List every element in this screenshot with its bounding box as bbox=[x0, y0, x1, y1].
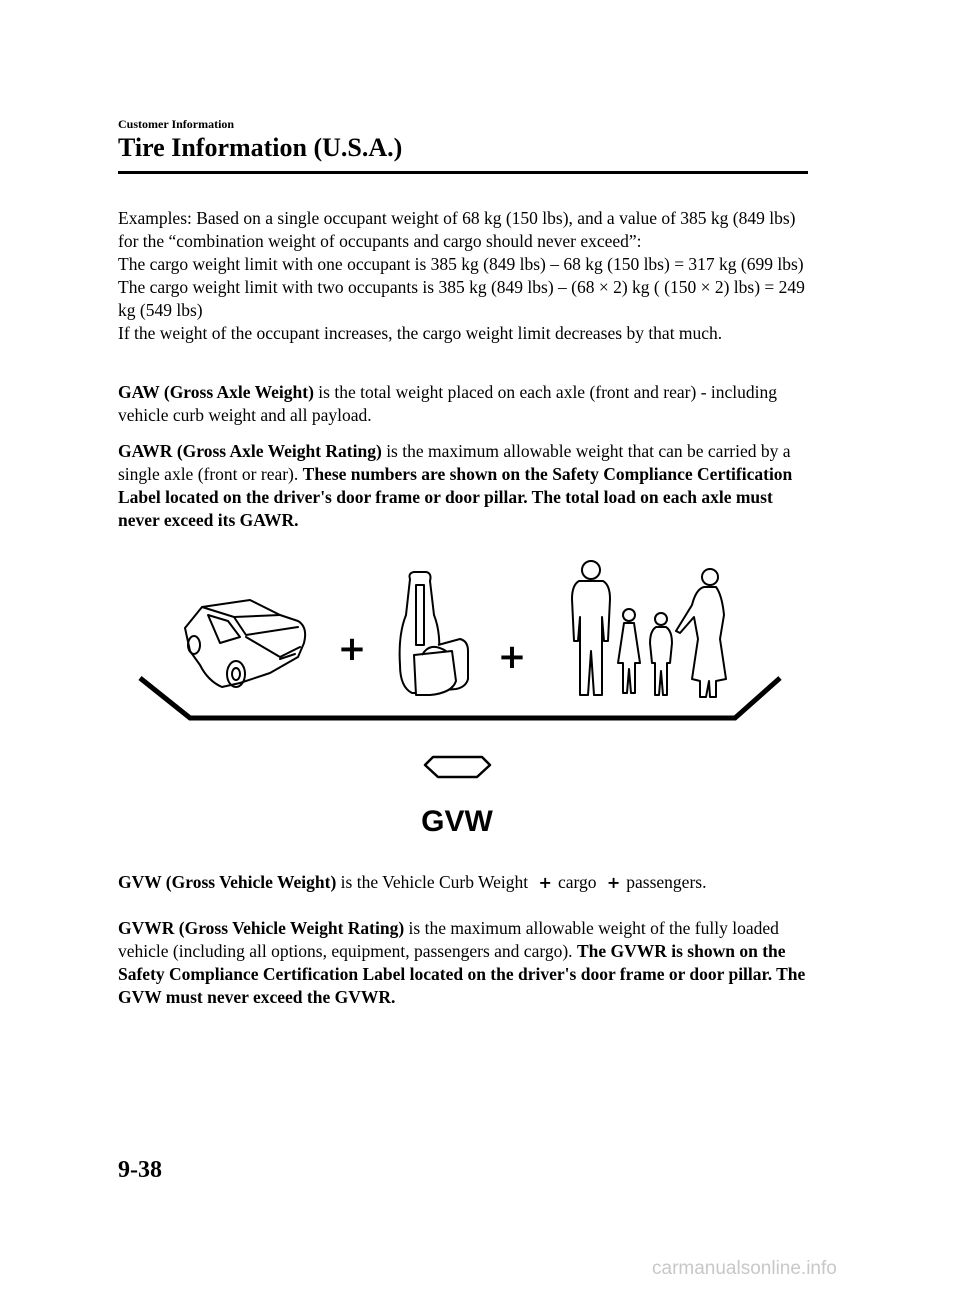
gvw-definition-part1: is the Vehicle Curb Weight bbox=[336, 872, 529, 892]
gawr-paragraph bbox=[118, 440, 818, 532]
gvw-paragraph bbox=[118, 871, 818, 894]
gvwr-emphasis: The GVWR is shown on the Safety Compliance Certification Label located on the driver's door frame or door pillar. The GVW must never exceed the GVWR. bbox=[118, 941, 806, 1007]
section-label: Customer Information bbox=[118, 117, 235, 131]
plus-sign-1: + bbox=[337, 629, 367, 669]
gvwr-definition: is the maximum allowable weight of the fully loaded vehicle (including all options, equipment, passengers and cargo). bbox=[118, 918, 779, 961]
plus-sign-2: + bbox=[497, 637, 527, 677]
example-note: If the weight of the occupant increases, the cargo weight limit decreases by that much. bbox=[118, 323, 723, 343]
gvw-term: GVW (Gross Vehicle Weight) bbox=[118, 872, 337, 892]
plus-icon: + bbox=[606, 873, 621, 892]
gvw-illustration bbox=[130, 555, 790, 845]
gvwr-paragraph bbox=[118, 917, 818, 1009]
gawr-emphasis: These numbers are shown on the Safety Compliance Certification Label located on the driver's door frame or door pillar. The total load on each axle must never exceed its GAWR. bbox=[118, 464, 793, 530]
plus-icon: + bbox=[538, 873, 552, 892]
arrow-down-icon bbox=[425, 757, 490, 777]
gvw-figure-label: GVW bbox=[421, 805, 493, 838]
gaw-paragraph bbox=[118, 381, 818, 427]
car-icon bbox=[185, 600, 305, 687]
example-one-occupant: The cargo weight limit with one occupant is 385 kg (849 lbs) – 68 kg (150 lbs) = 317 kg (699 lbs) bbox=[118, 254, 804, 274]
gaw-definition: is the total weight placed on each axle (front and rear) - including vehicle curb weight and all payload. bbox=[118, 382, 778, 425]
luggage-icon bbox=[400, 572, 468, 695]
gvwr-term: GVWR (Gross Vehicle Weight Rating) bbox=[118, 918, 405, 938]
gawr-definition: is the maximum allowable weight that can be carried by a single axle (front or rear). bbox=[118, 441, 791, 484]
gvw-definition-part3: passengers. bbox=[626, 872, 707, 892]
examples-paragraph bbox=[118, 207, 818, 345]
watermark: carmanualsonline.info bbox=[652, 1258, 837, 1279]
gvw-definition-part2: cargo bbox=[557, 872, 597, 892]
title-rule bbox=[118, 171, 808, 174]
passengers-icon bbox=[572, 561, 726, 697]
gaw-term: GAW (Gross Axle Weight) bbox=[118, 382, 314, 402]
example-two-occupants: The cargo weight limit with two occupants is 385 kg (849 lbs) – (68 × 2) kg ( (150 × 2) lbs) = 249 kg (549 lbs) bbox=[118, 277, 805, 320]
page-number: 9-38 bbox=[118, 1157, 162, 1183]
gawr-term: GAWR (Gross Axle Weight Rating) bbox=[118, 441, 382, 461]
example-intro: Examples: Based on a single occupant weight of 68 kg (150 lbs), and a value of 385 kg (849 lbs) for the “combination weight of occupants and cargo should never exceed”: bbox=[118, 208, 796, 251]
page-title: Tire Information (U.S.A.) bbox=[118, 133, 403, 162]
